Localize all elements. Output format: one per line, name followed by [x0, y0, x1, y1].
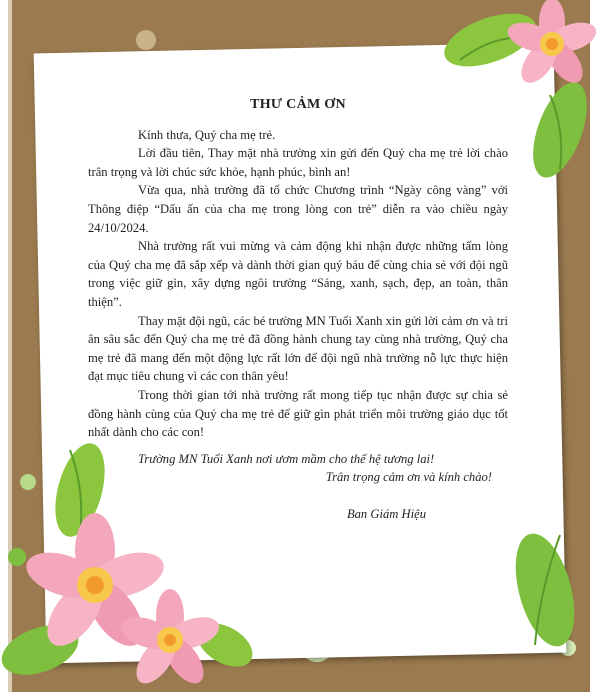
letter-paragraph: Lời đầu tiên, Thay mặt nhà trường xin gửi đến Quý cha mẹ trẻ lời chào trân trọng và lời chúc sức khỏe, hạnh phúc, bình an!	[88, 146, 508, 179]
letter-signature: Ban Giám Hiệu	[346, 506, 426, 521]
letter-paragraph: Trong thời gian tới nhà trường rất mong tiếp tục nhận được sự chia sẻ đồng hành cùng của Quý cha mẹ trẻ để giữ gìn phát triển môi trường giáo dục tốt nhất dành cho các con!	[88, 387, 508, 440]
letter-title: THƯ CẢM ƠN	[250, 97, 346, 112]
letter-greeting: Kính thưa, Quý cha mẹ trẻ.	[138, 127, 276, 142]
letter-content	[88, 96, 508, 523]
decor-dot	[136, 30, 156, 50]
bottom-right-leaf-decoration	[500, 520, 590, 660]
letter-closing-line: Trân trọng cảm ơn và kính chào!	[325, 470, 492, 485]
letter-paragraph: Nhà trường rất vui mừng và cảm động khi nhận được những tấm lòng của Quý cha mẹ đã sắp xếp và dành thời gian quý báu để cùng chia sẻ với đội ngũ trong việc giữ gìn, xây dựng ngôi trường “Sáng, xanh, sạch, đẹp, an toàn, thân thiện”.	[88, 239, 508, 309]
letter-closing-line: Trường MN Tuổi Xanh nơi ươm mầm cho thế hệ tương lai!	[138, 451, 435, 466]
letter-paragraph: Thay mặt đội ngũ, các bé trường MN Tuổi Xanh xin gửi lời cảm ơn và tri ân sâu sắc đến Quý cha mẹ trẻ đã đồng hành chung tay cùng nhà trường, Quý cha mẹ trẻ đã mang đến một động lực rất lớn để đội ngũ nhà trường nỗ lực thực hiện đạt mục tiêu chung vì các con thân yêu!	[88, 313, 508, 384]
letter-paragraph: Vừa qua, nhà trường đã tổ chức Chương trình “Ngày công vàng” với Thông điệp “Dấu ấn của cha mẹ trong lòng con trẻ” diễn ra vào chiều ngày 24/10/2024.	[88, 183, 508, 235]
